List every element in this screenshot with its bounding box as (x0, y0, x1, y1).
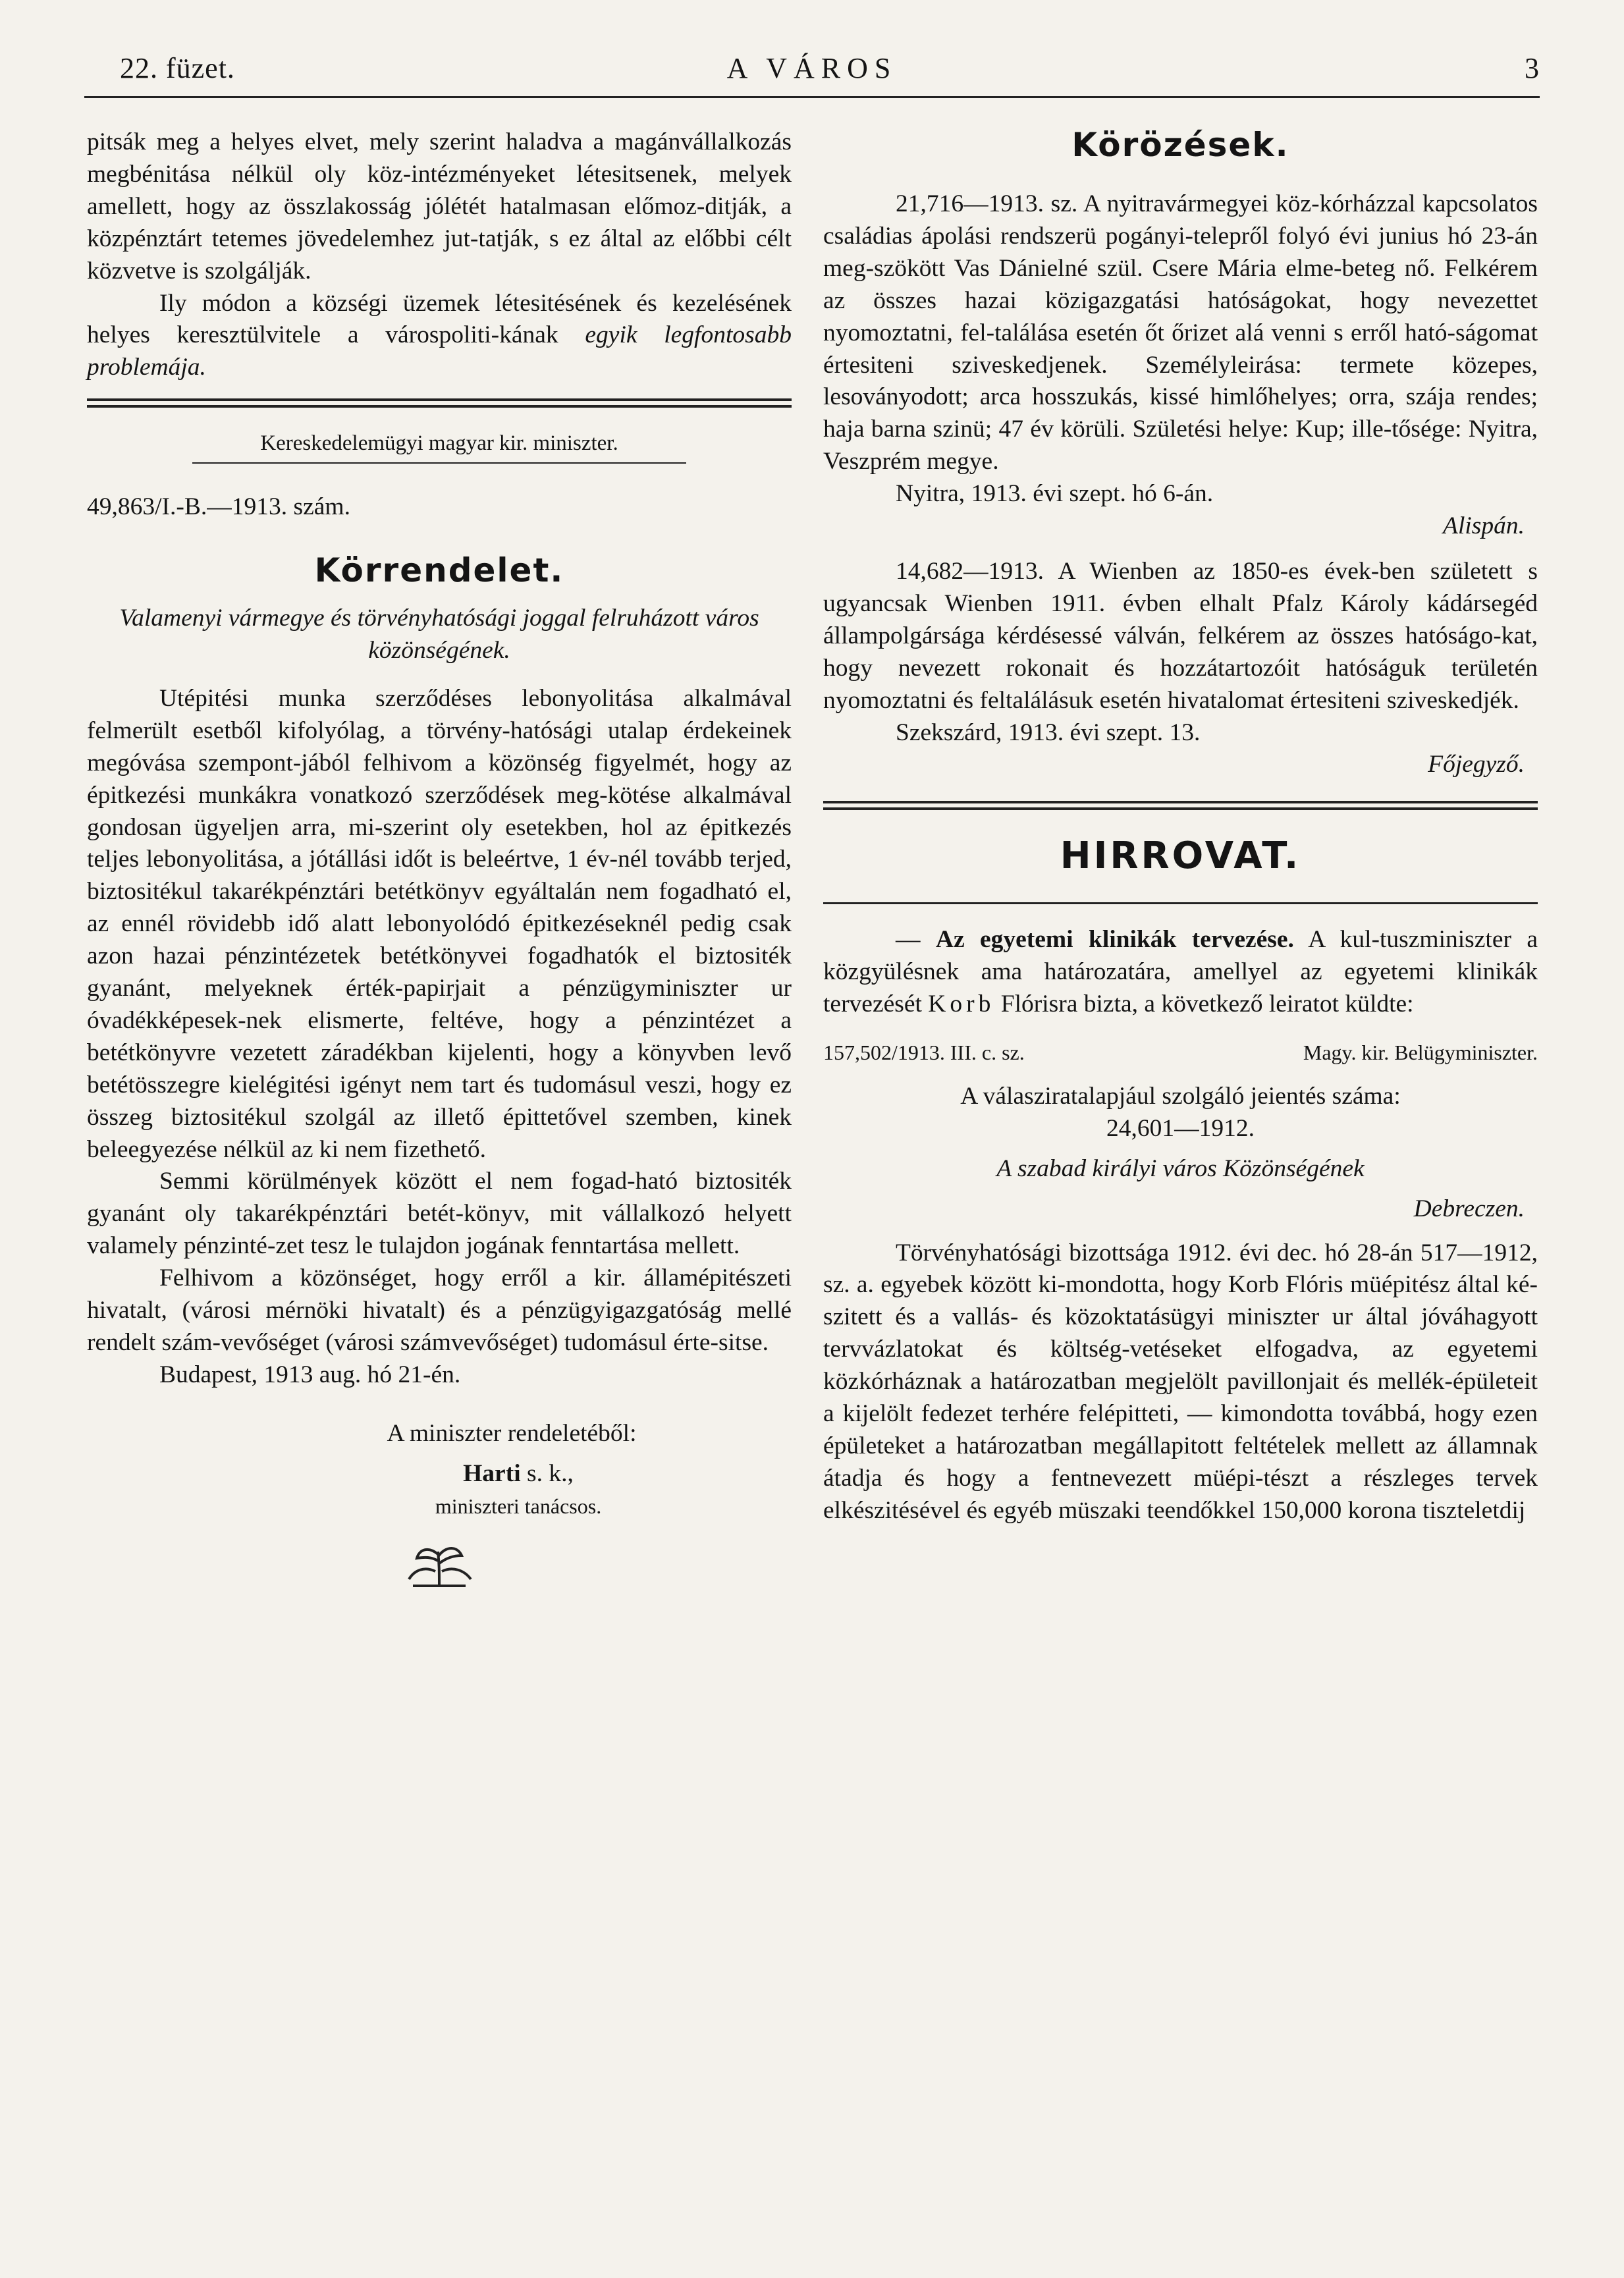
decree-dateline: Budapest, 1913 aug. hó 21-én. (159, 1361, 461, 1388)
running-header (84, 51, 1540, 94)
news-resolution-text: Törvényhatósági bizottsága 1912. évi dec. hó 28-án 517—1912, sz. a. egyebek között ki-mondotta, hogy Korb Flóris müépitész által ké-szitett és a vallás- és közoktatásügyi miniszter ur által jóváhagyott tervvázlatokat és költség-vetéseket elfogadva, az egyetemi közkórháznak a határozatban megjelölt pavillonjait és mellék-épületeit a kijelölt fedezet terhére felépitteti, — kimondotta továbbá, hogy ezen épületeket a határozatban megállapitott feltételek mellett az államnak átadja és hogy a fentnevezett müépi-tészt a részleges tervek elkészitésével és egyéb müszaki teendőkkel 150,000 korona tiszteletdij (823, 1239, 1538, 1524)
notice-1-dateline: Nyitra, 1913. évi szept. hó 6-án. (896, 480, 1214, 508)
rescript-addressee: A szabad királyi város Közönségének (996, 1154, 1365, 1182)
signatory-title: miniszteri tanácsos. (435, 1494, 602, 1518)
news-title: Az egyetemi klinikák tervezése. (935, 926, 1294, 954)
paragraph-road-contracts: Utépitési munka szerződéses lebonyolitása alkalmával felmerült esetből kifolyólag, a törvény-hatósági utalap érdekeinek megóvása szempont-jából felhivom a közönség figyelmét, hogy az épitkezési munkákra vonatkozó szerződések meg-kötése alkalmával gondosan ügyeljen arra, mi-szerint oly esetekben, hol az épitkezés teljes lebonyolitása, a jótállási időt is beleértve, 1 év-nél tovább terjed, biztositékul takarékpénztári betétkönyv egyáltalán nem fogadható el, az ennél rövidebb idő alatt lebonyolódó épitkezéseknél pedig csak azon hazai pénzintézetek betétkönyvei fogadhatók el biztositék gyanánt, melyeknek érték-papirjait a pénzügyminiszter ur óvadékképesek-nek elismerte, feltéve, hogy a pénzintézet a betétkönyvre vezetett záradékban kijelenti, hogy a könyvben levő betétösszegre kielégitési igényt nem tart és tudomásul veszi, hogy ez összeg biztositékul szolgál az illető épittetővel szemben, kinek beleegyezése nélkül az ki nem fizethető. (87, 684, 792, 1163)
section-heading-hirrovat: HIRROVAT. (1060, 834, 1301, 878)
journal-title: A VÁROS (726, 52, 898, 84)
left-column (87, 126, 792, 2254)
signatory-suffix: s. k., (520, 1459, 574, 1487)
section-heading-korrendelet: Körrendelet. (314, 551, 564, 590)
decree-addressee: Valamenyi vármegye és törvényhatósági joggal felruházott város közönségének. (119, 605, 759, 664)
notice-1-signature: Alispán. (1443, 512, 1525, 540)
paragraph-municipal-enterprise: pitsák meg a helyes elvet, mely szerint haladva a magánvállalkozás megbénitása nélkül oly köz-intézményeket létesitsenek, melyek amellett, hogy az összlakosság jólétét hatalmasan előmoz-ditják, a közpénztárt tetemes jövedelemhez jut-tatják, s ez által az előbbi célt közvetve is szolgálják. (87, 128, 792, 285)
double-divider-right (823, 801, 1538, 810)
news-dash: — (896, 926, 936, 954)
rescript-ministry: Magy. kir. Belügyminiszter. (1303, 1041, 1538, 1065)
signature-line (87, 1458, 792, 1490)
rescript-number: 157,502/1913. III. c. sz. (823, 1041, 1025, 1065)
rescript-city: Debreczen. (1413, 1195, 1525, 1222)
notice-missing-patient: 21,716—1913. sz. A nyitravármegyei köz-kórházzal kapcsolatos családias ápolási rendszerü pogányi-telepről folyó évi junius hó 23-án meg-szökött Vas Dánielné szül. Csere Mária elme-beteg nő. Felkérem az összes hazai közigazgatási hatóságokat, hogy nevezettet nyomoztatni, fel-találása esetén őt őrizet alá venni s erről ható-ságomat értesiteni sziveskedjenek. Személyleirása: termete közepes, lesoványodott; arca hosszukás, kissé himlőhelyes; orra, szája rendes; haja barna szinü; 47 év körüli. Születési helye: Kup; ille-tősége: Nyitra, Veszprém megye. (823, 190, 1538, 475)
ministry-line: Kereskedelemügyi magyar kir. miniszter. (192, 427, 686, 464)
decree-number: 49,863/I.-B.—1913. szám. (87, 493, 350, 521)
section-heading-korozesek: Körözések. (1071, 126, 1289, 164)
paragraph-notification: Felhivom a közönséget, hogy erről a kir. államépitészeti hivatalt, (városi mérnöki hivatalt) és a pénzügyigazgatóság mellé rendelt szám-vevőséget (városi számvevőséget) tudomásul érte-sitse. (87, 1264, 792, 1356)
signatory-name: Harti (463, 1459, 521, 1487)
signature-intro: A miniszter rendeletéből: (387, 1419, 637, 1447)
paragraph-municipal-policy (87, 288, 792, 385)
paragraph-guarantee: Semmi körülmények között el nem fogad-ható biztositék gyanánt oly takarékpénztári betét-könyv, mit vállalkozó helyett valamely pénzinté-zet tesz le tulajdon jogának fenntartása mellett. (87, 1168, 792, 1260)
notice-citizenship-inquiry: 14,682—1913. A Wienben az 1850-es évek-ben született s ugyancsak Wienben 1911. évben elhalt Pfalz Károly kádársegéd állampolgársága kérdésessé válván, felkérem az összes hatóságo-kat, hogy nevezett rokonait és hozzátartozóit hatóságuk területén nyomoztatni és feltalálásuk esetén hivatalomat értesiteni sziveskedjék. (823, 557, 1538, 714)
news-clinics-intro (823, 924, 1538, 1021)
floral-ornament-icon (400, 1537, 479, 1590)
news-name-spaced: Korb (928, 990, 995, 1018)
notice-2-signature: Főjegyző. (1428, 751, 1525, 778)
policy-text: Ily módon a községi üzemek létesitésének és kezelésének helyes keresztülvitele a várospoliti-kának (87, 289, 792, 349)
issue-number: 22. füzet. (120, 52, 235, 84)
page-number: 3 (1525, 52, 1540, 84)
report-number-label: A válasziratalapjául szolgáló jeientés száma: (960, 1082, 1401, 1110)
report-number: 24,601—1912. (1106, 1114, 1255, 1142)
policy-emphasis: egyik legfontosabb problemája. (87, 321, 792, 381)
right-column (823, 126, 1538, 2254)
notice-2-dateline: Szekszárd, 1913. évi szept. 13. (896, 719, 1201, 746)
heading-underline (823, 902, 1538, 904)
header-rule (84, 96, 1540, 98)
news-body-2: Flórisra bizta, a következő leiratot küldte: (994, 990, 1414, 1018)
news-body-1: A kul-tuszminiszter a közgyülésnek ama határozatára, amellyel az egyetemi klinikák tervezését (823, 926, 1538, 1018)
double-divider (87, 398, 792, 408)
rescript-reference-line (823, 1037, 1538, 1069)
